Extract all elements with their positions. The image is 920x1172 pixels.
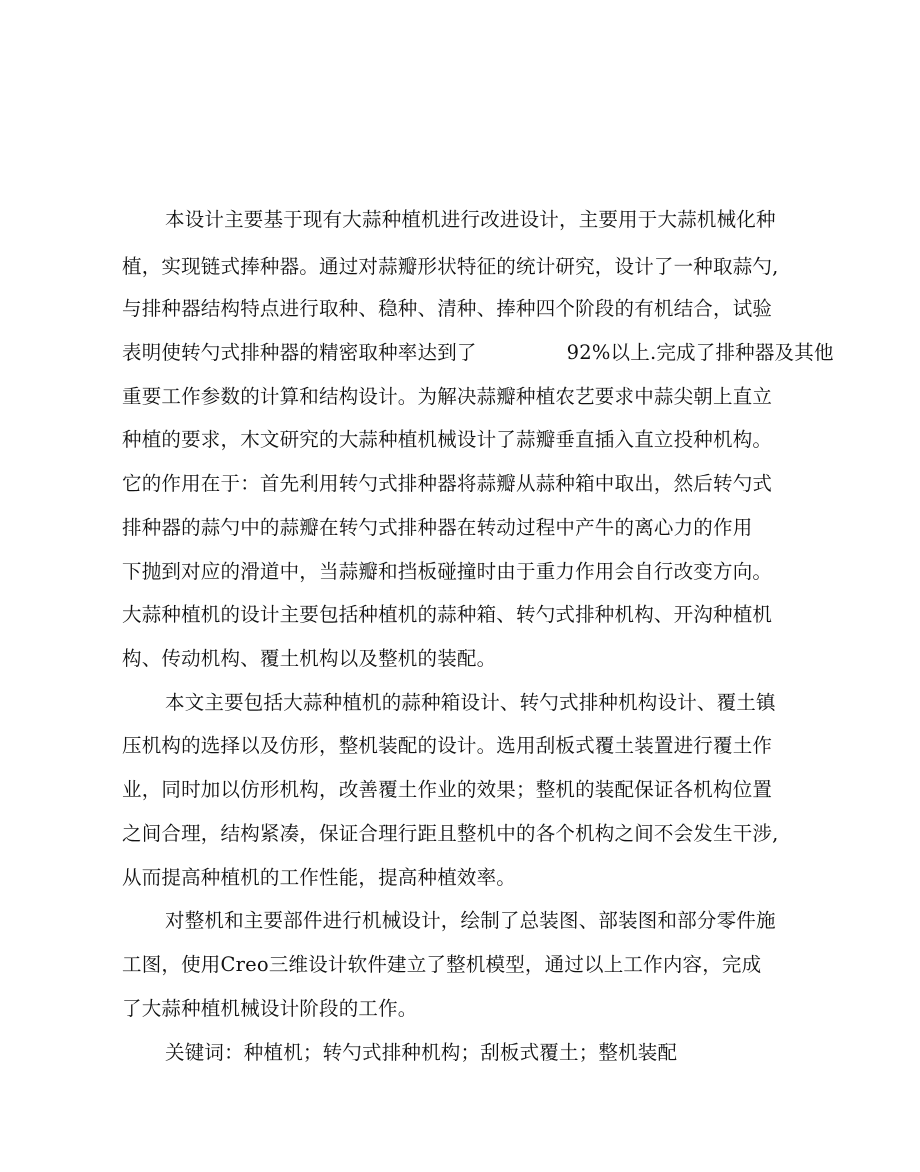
text-line: 重要工作参数的计算和结构设计。为解决蒜瓣种植农艺要求中蒜尖朝上直立 bbox=[122, 385, 773, 408]
text-line: 业，同时加以仿形机构，改善覆土作业的效果；整机的装配保证各机构位置 bbox=[122, 778, 773, 801]
text-line: 与排种器结构特点进行取种、稳种、清种、捧种四个阶段的有机结合，试验 bbox=[122, 297, 773, 320]
text-line: 它的作用在于：首先利用转勺式排种器将蒜瓣从蒜种箱中取出，然后转勺式 bbox=[122, 472, 773, 495]
text-line: 对整机和主要部件进行机械设计，绘制了总装图、部装图和部分零件施 bbox=[165, 909, 776, 932]
text-line: 本文主要包括大蒜种植机的蒜种箱设计、转勺式排种机构设计、覆土镇 bbox=[165, 691, 776, 714]
text-line: 压机构的选择以及仿形，整机装配的设计。选用刮板式覆土装置进行覆土作 bbox=[122, 734, 773, 757]
text-line: 之间合理，结构紧凑，保证合理行距且整机中的各个机构之间不会发生干涉, bbox=[122, 822, 779, 845]
text-line bbox=[122, 341, 834, 365]
text-segment: 表明使转勺式排种器的精密取种率达到了 bbox=[122, 341, 477, 364]
text-line: 本设计主要基于现有大蒜种植机进行改进设计，主要用于大蒜机械化种 bbox=[165, 208, 776, 231]
text-line: 排种器的蒜勺中的蒜瓣在转勺式排种器在转动过程中产牛的离心力的作用 bbox=[122, 516, 753, 539]
text-line: 了大蒜种植机械设计阶段的工作。 bbox=[122, 997, 418, 1020]
text-segment: 92%以上.完成了排种器及其他 bbox=[566, 341, 834, 364]
keywords-line: 关键词：种植机；转勺式排种机构；刮板式覆土；整机装配 bbox=[165, 1041, 678, 1064]
text-line: 工图，使用Creo三维设计软件建立了整机模型，通过以上工作内容，完成 bbox=[122, 953, 762, 976]
text-line: 大蒜种植机的设计主要包括种植机的蒜种箱、转勺式排种机构、开沟种植机 bbox=[122, 603, 773, 626]
text-line: 下抛到对应的滑道中，当蒜瓣和挡板碰撞时由于重力作用会自行改变方向。 bbox=[122, 560, 773, 583]
text-line: 种植的要求，木文研究的大蒜种植机械设计了蒜瓣垂直插入直立投种机构。 bbox=[122, 428, 773, 451]
text-line: 构、传动机构、覆土机构以及整机的装配。 bbox=[122, 647, 497, 670]
text-line: 植，实现链式捧种器。通过对蒜瓣形状特征的统计研究，设计了一种取蒜勺, bbox=[122, 255, 779, 278]
text-line: 从而提高种植机的工作性能，提高种植效率。 bbox=[122, 866, 517, 889]
